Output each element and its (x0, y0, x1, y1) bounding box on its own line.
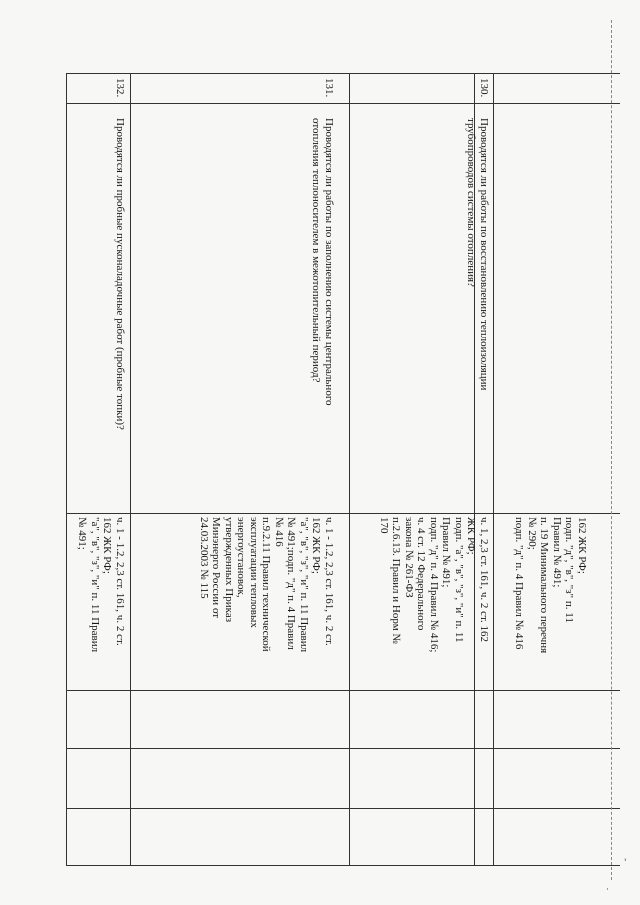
scan-mark: ' (624, 858, 627, 868)
row-131-question: Проводятся ли работы по заполнению системы центрального отопления теплоносителем в межотопительный период? (310, 118, 335, 406)
row-130-reference: ч. 1, 2,3 ст. 161, ч. 2 ст. 162 ЖК РФ; подп. "а", "в", "з", "и" п. 11 Правил № 491; подп. "д" п. 4 Правил № 416; ч. 4 ст. 12 Федерального закона № 261-ФЗ п.2.6.13. Правил и Норм № 170 (378, 517, 490, 653)
row-132-question: Проводятся ли пробные пусконаладочные работ (пробные топки)? (114, 118, 126, 430)
column-divider-reference (66, 690, 620, 691)
row-divider-131 (349, 73, 350, 865)
row-130-number: 130. (478, 78, 490, 98)
continuation-reference: 162 ЖК РФ; подп. "д", "в", "з" п. 11 Правил № 491; п. 19 Минимального перечня № 290; подп. "д" п. 4 Правил № 416 (513, 517, 588, 654)
column-divider-check (66, 748, 620, 749)
table-left-border (66, 73, 67, 865)
column-divider-question (66, 513, 620, 514)
margin-fold-line (611, 20, 612, 880)
row-131-number: 131. (323, 78, 335, 98)
row-divider-continuation (493, 73, 494, 865)
column-divider-number (66, 103, 620, 104)
table-top-border (66, 73, 620, 74)
row-divider-132 (130, 73, 131, 865)
row-130-question: Проводятся ли работы по восстановлению теплоизоляции трубопроводов системы отопления? (465, 118, 490, 391)
row-132-number: 132. (114, 78, 126, 98)
row-131-reference: ч. 1 - 1.2, 2,3 ст. 161, ч. 2 ст. 162 ЖК РФ; "а", "в", "з", "и" п. 11 Правил № 491;подп. "д" п. 4 Правил № 416 п.9.2.11 Правил технической эксплуатации тепловых энергоустановок, утвержденных Приказ Минэнерго России от 24.03.2003 № 115 (198, 517, 335, 653)
table-bottom-border (66, 865, 620, 866)
scan-mark: · (606, 885, 609, 895)
column-divider-note (66, 808, 620, 809)
row-132-reference: ч. 1 - 1.2, 2,3 ст. 161, ч. 2 ст. 162 ЖК РФ; "а", "в", "з", "и" п. 11 Правил № 491; (76, 517, 126, 653)
